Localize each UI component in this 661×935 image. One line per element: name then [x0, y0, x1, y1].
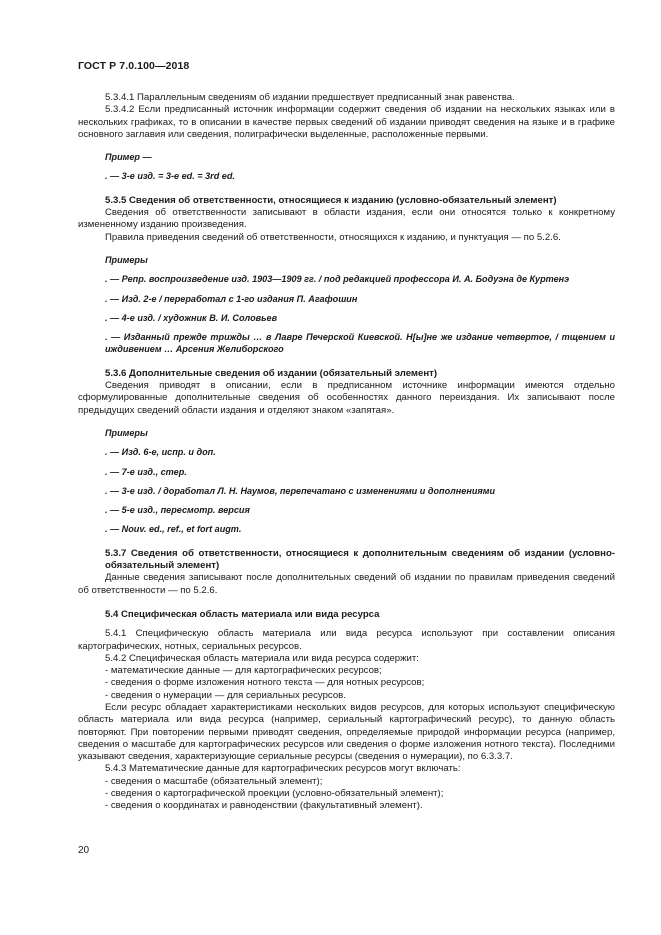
page-number: 20: [78, 845, 90, 856]
paragraph-5-3-5-a: Сведения об ответственности записывают в области издания, если они относятся только к конкретному измененному изданию произведения.: [78, 207, 615, 231]
paragraph-5-3-4-2: 5.3.4.2 Если предписанный источник информации содержит сведения об издании на нескольких языках или в нескольких графиках, то в описании в качестве первых сведений об издании приводят сведения на языке и в графике основного заглавия или сведения, полиграфически выделенные, расположенные первыми.: [78, 104, 615, 140]
paragraph-5-4-2: 5.4.2 Специфическая область материала или вида ресурса содержит:: [105, 652, 419, 664]
examples-label: Примеры: [105, 254, 148, 265]
examples-label: Примеры: [105, 427, 148, 438]
section-heading-5-3-6: 5.3.6 Дополнительные сведения об издании (обязательный элемент): [105, 367, 438, 379]
list-item: - математические данные — для картографических ресурсов;: [105, 665, 382, 677]
paragraph-5-3-7: Данные сведения записывают после дополнительных сведений об издании по правилам приведения сведений об ответственности — по 5.2.6.: [78, 572, 615, 596]
paragraph-5-3-6: Сведения приводят в описании, если в предписанном источнике информации имеются отдельно сформулированные дополнительные сведения об особенностях данного переиздания. Их записывают после предыдущих сведений области издания и отделяют знаком «запятая».: [78, 380, 615, 416]
page-body: [78, 92, 615, 813]
example-line: . — 3-е изд. = 3-e ed. = 3rd ed.: [105, 171, 235, 182]
example-line: . — 7-е изд., стер.: [105, 466, 187, 477]
example-line: . — Репр. воспроизведение изд. 1903—1909 гг. / под редакцией профессора И. А. Бодуэна де Куртенэ: [105, 274, 570, 285]
example-line: . — Nouv. ed., ref., et fort augm.: [105, 524, 242, 535]
list-item: - сведения о координатах и равноденствии (факультативный элемент).: [105, 800, 423, 812]
example-line: . — Изд. 2-е / переработал с 1-го издания П. Агафошин: [105, 293, 358, 304]
example-line: . — Изданный прежде трижды … в Лавре Печерской Киевской. Н[ы]не же издание четвертое, / тщением и иждивением … Арсения Желиборского: [105, 332, 615, 355]
paragraph-5-3-5-b: Правила приведения сведений об ответственности, относящихся к изданию, и пунктуация — по 5.2.6.: [105, 231, 561, 243]
paragraph-5-4-2-b: Если ресурс обладает характеристиками нескольких видов ресурсов, для которых используют специфическую область материала или вида ресурса (например, сериальный картографический ресурс), то данную область повторяют. При повторении первыми приводят сведения, определяемые природой информации ресурса (например, сведения о масштабе для картографических ресурсов или сведения о форме изложения нотного текста). Последними указывают сведения, характеризующие сериальные ресурсы (сведения о нумерации), по 6.3.3.7.: [78, 701, 615, 763]
section-heading-5-4: 5.4 Специфическая область материала или вида ресурса: [105, 608, 380, 620]
example-line: . — Изд. 6-е, испр. и доп.: [105, 447, 216, 458]
list-item: - сведения о форме изложения нотного текста — для нотных ресурсов;: [105, 677, 425, 689]
list-item: - сведения о нумерации — для сериальных ресурсов.: [105, 689, 346, 701]
example-line: . — 4-е изд. / художник В. И. Соловьев: [105, 312, 278, 323]
example-label: Пример —: [105, 152, 152, 163]
list-item: - сведения о масштабе (обязательный элемент);: [105, 775, 323, 787]
paragraph-5-4-3: 5.4.3 Математические данные для картографических ресурсов могут включать:: [105, 763, 461, 775]
example-line: . — 5-е изд., пересмотр. версия: [105, 505, 250, 516]
paragraph-5-3-4-1: 5.3.4.1 Параллельным сведениям об издании предшествует предписанный знак равенства.: [105, 92, 515, 103]
section-heading-5-3-7: 5.3.7 Сведения об ответственности, относящиеся к дополнительным сведениям об издании (условно-обязательный элемент): [105, 547, 615, 572]
list-item: - сведения о картографической проекции (условно-обязательный элемент);: [105, 788, 444, 800]
section-heading-5-3-5: 5.3.5 Сведения об ответственности, относящиеся к изданию (условно-обязательный элемент): [105, 194, 557, 206]
example-line: . — 3-е изд. / доработал Л. Н. Наумов, перепечатано с изменениями и дополнениями: [105, 485, 496, 496]
document-header: ГОСТ Р 7.0.100—2018: [78, 60, 190, 72]
paragraph-5-4-1: 5.4.1 Специфическую область материала или вида ресурса используют при составлении описания картографических, нотных, сериальных ресурсов.: [78, 628, 615, 652]
